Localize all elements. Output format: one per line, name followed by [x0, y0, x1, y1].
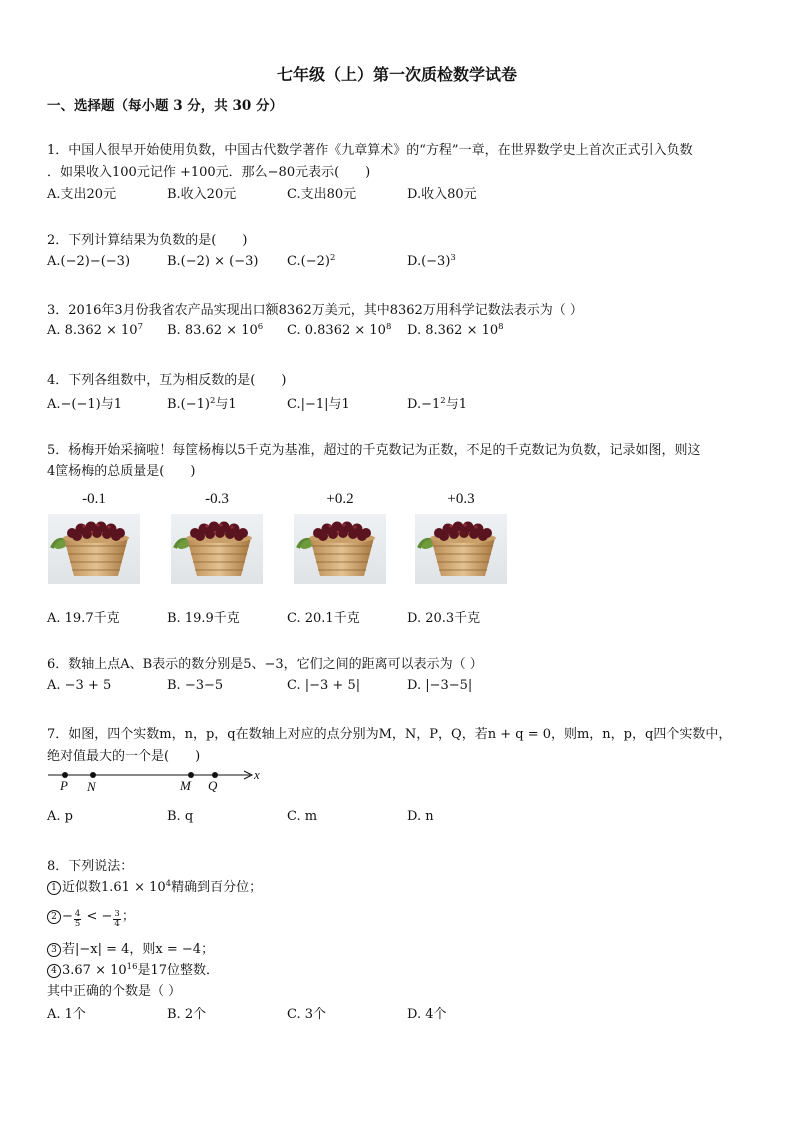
point-n-dot: [90, 772, 96, 778]
q7-option-c[interactable]: C. m: [287, 809, 318, 824]
point-p-label: P: [60, 778, 68, 793]
statement-3-marker: 3: [47, 943, 61, 957]
q4-option-a[interactable]: A.−(−1)与1: [47, 397, 122, 412]
q8-statement-1: [47, 876, 262, 895]
q3-option-c[interactable]: [287, 323, 391, 338]
basket-photo-2: [171, 514, 263, 584]
q6-stem: 6．数轴上点A、B表示的数分别是5、−3，它们之间的距离可以表示为（ ）: [47, 657, 483, 672]
q3-c-base: C. 0.8362 × 10: [287, 323, 386, 338]
fraction-numerator: 4: [74, 909, 81, 919]
point-m-label: M: [180, 778, 191, 793]
page-title: 七年级（上）第一次质检数学试卷: [276, 65, 517, 84]
statement-4-marker: 4: [47, 964, 61, 978]
q5-option-a[interactable]: A. 19.7千克: [47, 611, 120, 626]
basket-label-1: -0.1: [82, 491, 106, 507]
q1-option-b[interactable]: B.收入20元: [167, 187, 237, 202]
q4-b-post: 与1: [215, 397, 237, 412]
q3-d-base: D. 8.362 × 10: [407, 323, 499, 338]
fraction-numerator: 3: [114, 909, 120, 919]
number-line-figure: [44, 765, 274, 799]
statement-2-marker: 2: [47, 910, 61, 924]
q4-stem: 4．下列各组数中，互为相反数的是( ): [47, 373, 287, 388]
q2-option-b[interactable]: B.(−2) × (−3): [167, 254, 259, 269]
q1-stem-line1: 1．中国人很早开始使用负数，中国古代数学著作《九章算术》的“方程”一章，在世界数学史上首次正式引入负数: [47, 143, 693, 158]
q8-option-d[interactable]: D. 4个: [407, 1007, 447, 1022]
q8-statement-3: [47, 938, 214, 957]
q2-option-c[interactable]: [287, 254, 335, 269]
q8-ask: 其中正确的个数是（ ）: [47, 984, 182, 999]
q4-option-b[interactable]: [167, 393, 237, 412]
q2-d-exponent: 3: [450, 253, 456, 263]
q4-d-pre: D.−1: [407, 397, 441, 412]
q1-option-a[interactable]: A.支出20元: [47, 187, 117, 202]
fraction-4-5: [74, 910, 81, 929]
basket-photo-4: [415, 514, 507, 584]
fraction-3-4: [113, 910, 120, 929]
q7-option-d[interactable]: D. n: [407, 809, 434, 824]
basket-label-3: +0.2: [326, 491, 354, 507]
statement-1-pre: 近似数1.61 × 10: [62, 880, 166, 895]
q3-option-a[interactable]: [47, 323, 143, 338]
q3-b-base: B. 83.62 × 10: [167, 323, 258, 338]
statement-1-post: 精确到百分位；: [171, 880, 263, 895]
q2-c-exponent: 2: [329, 253, 336, 263]
q2-c-base: C.(−2): [287, 254, 330, 269]
statement-1-marker: 1: [47, 881, 61, 895]
section-heading-choice: 一、选择题（每小题 3 分，共 30 分）: [47, 98, 283, 114]
q3-stem: 3．2016年3月份我省农产品实现出口额8362万美元，其中8362万用科学记数法表示为（ ）: [47, 303, 583, 318]
q8-option-a[interactable]: A. 1个: [47, 1007, 86, 1022]
q3-d-exponent: 8: [498, 322, 504, 332]
q6-option-c[interactable]: C. |−3 + 5|: [287, 678, 361, 693]
q8-stem: 8．下列说法：: [47, 859, 134, 874]
q3-a-base: A. 8.362 × 10: [47, 323, 138, 338]
q5-option-c[interactable]: C. 20.1千克: [287, 611, 360, 626]
q4-b-exponent: 2: [210, 396, 216, 406]
q4-d-post: 与1: [445, 397, 467, 412]
q5-stem-line2: 4筐杨梅的总质量是( ): [47, 464, 196, 479]
q1-option-d[interactable]: D.收入80元: [407, 187, 477, 202]
q8-option-c[interactable]: C. 3个: [287, 1007, 327, 1022]
fraction-denominator: 5: [74, 919, 81, 929]
statement-4-pre: 3.67 × 10: [62, 963, 127, 978]
basket-label-2: -0.3: [205, 491, 229, 507]
axis-variable-label: x: [254, 767, 260, 782]
basket-photo-1: [48, 514, 140, 584]
q6-option-b[interactable]: B. −3−5: [167, 678, 224, 693]
q3-option-d[interactable]: [407, 323, 504, 338]
q3-c-exponent: 8: [385, 322, 392, 332]
q2-option-a[interactable]: A.(−2)−(−3): [47, 254, 131, 269]
q2-d-base: D.(−3): [407, 254, 451, 269]
statement-4-exponent: 16: [126, 962, 138, 972]
q4-option-d[interactable]: [407, 393, 467, 412]
statement-4-post: 是17位整数．: [137, 963, 220, 978]
q6-option-d[interactable]: D. |−3−5|: [407, 678, 473, 693]
q2-stem: 2．下列计算结果为负数的是( ): [47, 233, 248, 248]
q7-stem-line1: 7．如图，四个实数m，n，p，q在数轴上对应的点分别为M，N，P，Q，若n + q = 0，则m，n，p，q四个实数中，: [47, 727, 732, 742]
q4-option-c[interactable]: C.|−1|与1: [287, 397, 350, 412]
q3-option-b[interactable]: [167, 323, 263, 338]
q5-option-b[interactable]: B. 19.9千克: [167, 611, 240, 626]
q7-option-b[interactable]: B. q: [167, 809, 194, 824]
point-q-label: Q: [208, 778, 218, 793]
q1-option-c[interactable]: C.支出80元: [287, 187, 357, 202]
q7-stem-line2: 绝对值最大的一个是( ): [47, 749, 201, 764]
statement-3-text: 若|−x| = 4，则x = −4；: [62, 942, 215, 957]
q7-option-a[interactable]: A. p: [47, 809, 73, 824]
q4-b-pre: B.(−1): [167, 397, 210, 412]
q3-a-exponent: 7: [137, 322, 143, 332]
q5-option-d[interactable]: D. 20.3千克: [407, 611, 481, 626]
q8-statement-4: [47, 959, 219, 978]
q8-option-b[interactable]: B. 2个: [167, 1007, 207, 1022]
q3-b-exponent: 6: [257, 322, 264, 332]
point-n-label: N: [87, 779, 96, 794]
q6-option-a[interactable]: A. −3 + 5: [47, 678, 112, 693]
q5-stem-line1: 5．杨梅开始采摘啦！每筐杨梅以5千克为基准，超过的千克数记为正数，不足的千克数记为负数，记录如图，则这: [47, 443, 701, 458]
q1-stem-line2: ．如果收入100元记作 +100元．那么−80元表示( ): [47, 165, 371, 180]
statement-1-exponent: 4: [165, 879, 172, 889]
basket-label-4: +0.3: [447, 491, 475, 507]
q4-d-exponent: 2: [440, 396, 446, 406]
q2-option-d[interactable]: [407, 254, 456, 269]
fraction-denominator: 4: [114, 919, 120, 929]
q8-statement-2: 2 − $\frac{4}{5}$ < − $\frac{3}{4}$ ；: [47, 905, 135, 929]
basket-photo-3: [294, 514, 386, 584]
